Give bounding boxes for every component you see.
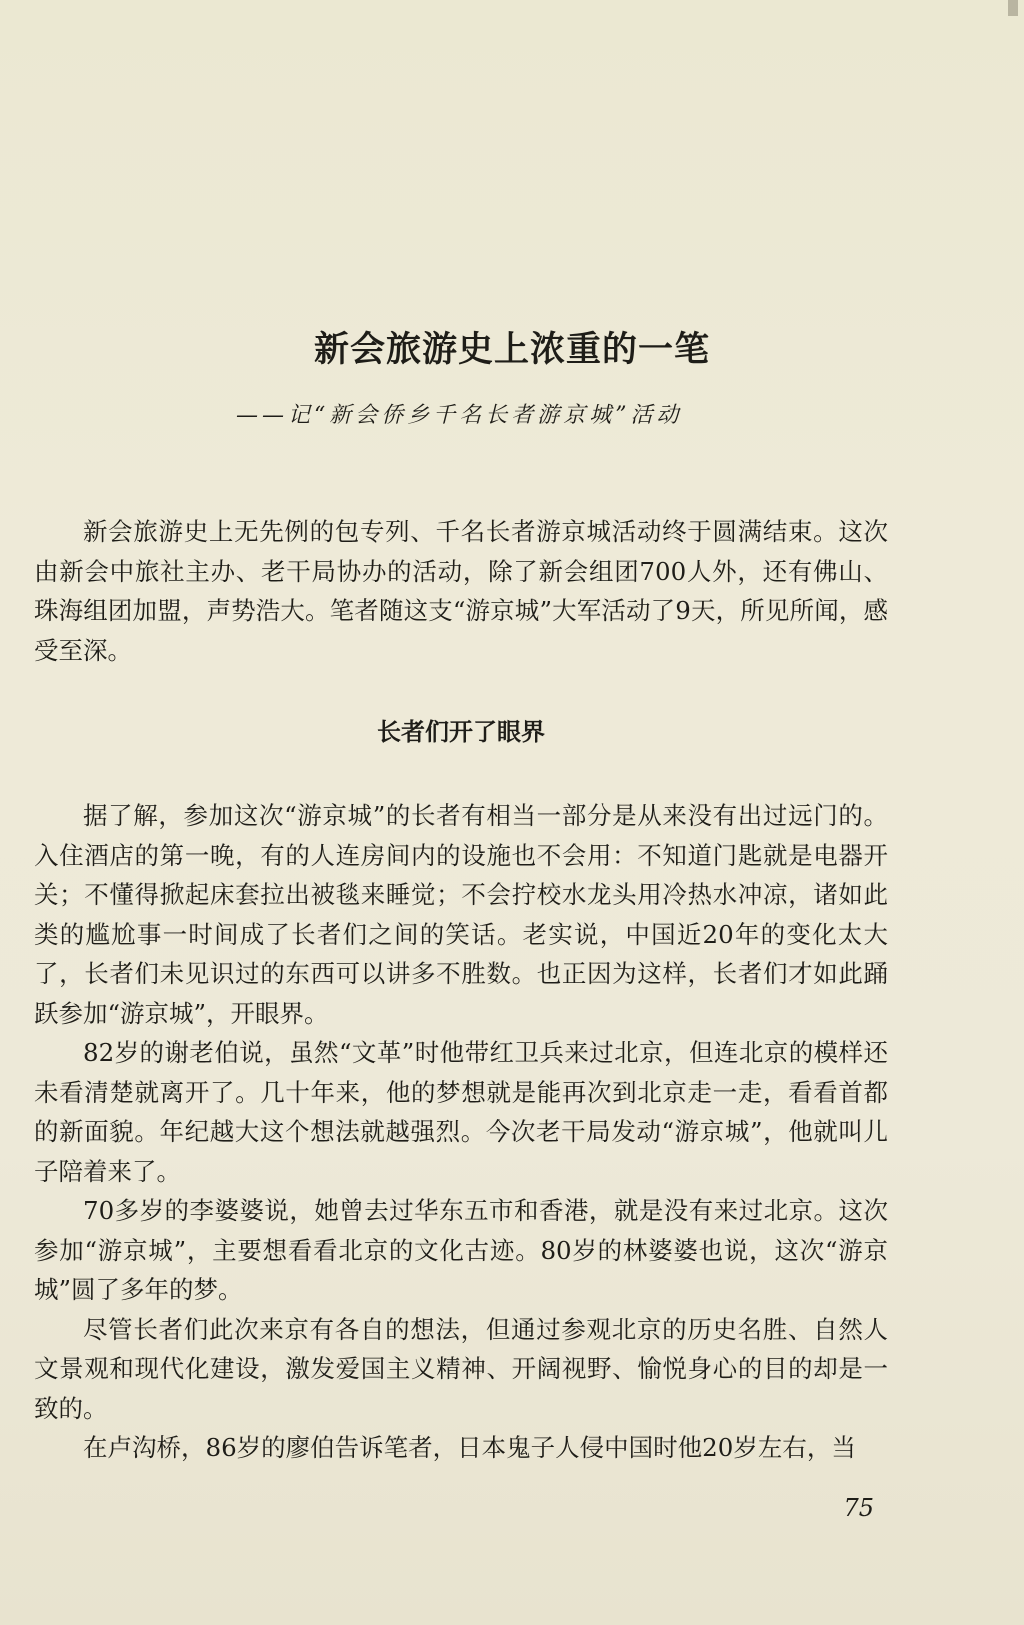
section-heading: 长者们开了眼界: [377, 718, 545, 746]
body-paragraph: 70多岁的李婆婆说，她曾去过华东五市和香港，就是没有来过北京。这次参加“游京城”，主要想看看北京的文化古迹。80岁的林婆婆也说，这次“游京城”圆了多年的梦。: [34, 1196, 888, 1304]
page-number: 75: [843, 1494, 874, 1522]
article-body: [34, 512, 888, 1468]
article-title: 新会旅游史上浓重的一笔: [313, 329, 710, 370]
body-paragraph: 82岁的谢老伯说，虽然“文革”时他带红卫兵来过北京，但连北京的模样还未看清楚就离开了。几十年来，他的梦想就是能再次到北京走一走，看看首都的新面貌。年纪越大这个想法就越强烈。今次老干局发动“游京城”，他就叫儿子陪着来了。: [34, 1038, 888, 1186]
body-paragraph: 在卢沟桥，86岁的廖伯告诉笔者，日本鬼子人侵中国时他20岁左右，当: [83, 1433, 856, 1462]
body-paragraph: 尽管长者们此次来京有各自的想法，但通过参观北京的历史名胜、自然人文景观和现代化建设，激发爱国主义精神、开阔视野、愉悦身心的目的却是一致的。: [34, 1314, 888, 1423]
article-subtitle: ——记“新会侨乡千名长者游京城”活动: [236, 403, 683, 428]
intro-paragraph: 新会旅游史上无先例的包专列、千名长者游京城活动终于圆满结束。这次由新会中旅社主办、老干局协办的活动，除了新会组团700人外，还有佛山、珠海组团加盟，声势浩大。笔者随这支“游京城”大军活动了9天，所见所闻，感受至深。: [34, 517, 888, 665]
body-paragraph: 据了解，参加这次“游京城”的长者有相当一部分是从来没有出过远门的。入住酒店的第一晚，有的人连房间内的设施也不会用：不知道门匙就是电器开关；不懂得掀起床套拉出被毯来睡觉；不会拧校水龙头用冷热水冲凉，诸如此类的尴尬事一时间成了长者们之间的笑话。老实说，中国近20年的变化太大了，长者们未见识过的东西可以讲多不胜数。也正因为这样，长者们才如此踊跃参加“游京城”，开眼界。: [34, 801, 888, 1028]
page-edge-mark: [1008, 0, 1018, 16]
